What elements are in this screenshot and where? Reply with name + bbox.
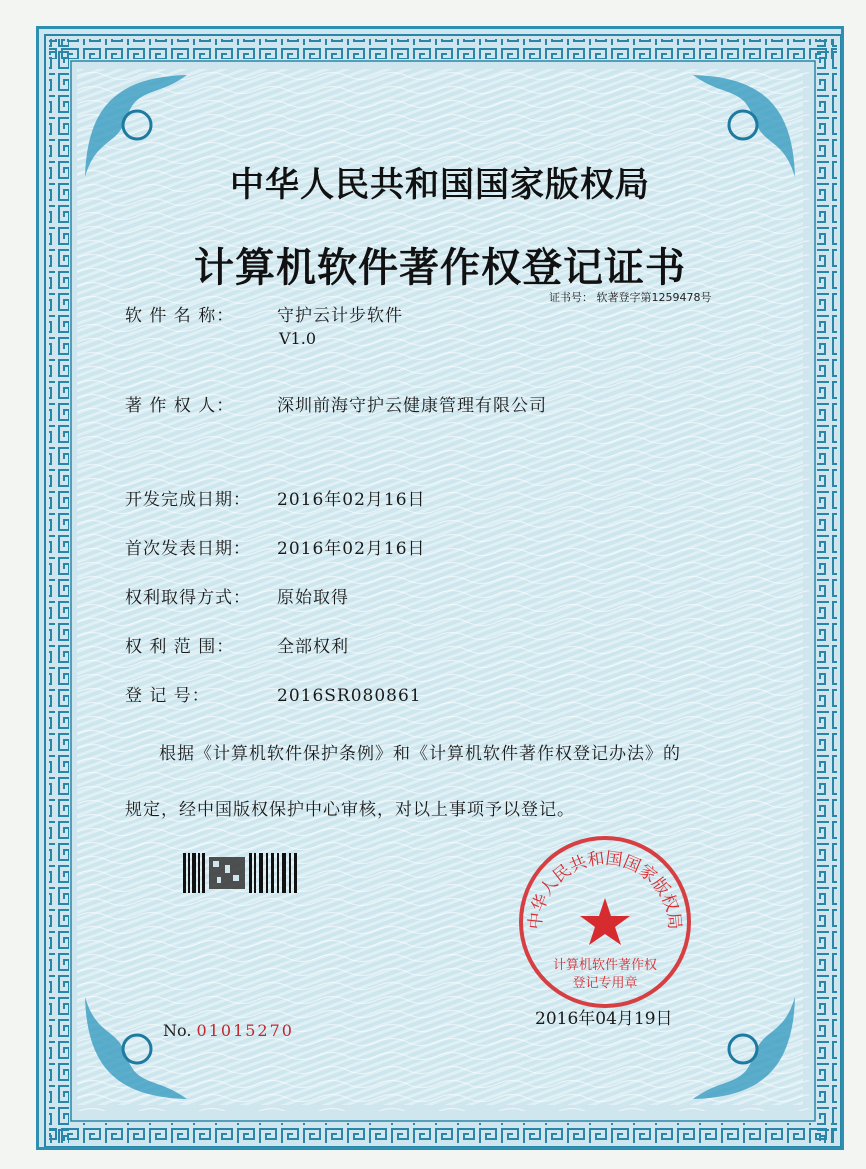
field-acquisition-method — [125, 583, 349, 608]
field-label: 权 利 范 围： — [125, 637, 235, 657]
serial-value: 01015270 — [196, 1021, 294, 1040]
corner-ornament-bottom-right — [683, 987, 803, 1107]
statement-line-2: 规定，经中国版权保护中心审核，对以上事项予以登记。 — [125, 800, 575, 820]
field-label: 登 记 号： — [125, 686, 210, 706]
seal-inner-line-1: 计算机软件著作权 — [552, 958, 658, 973]
field-label: 权利取得方式： — [125, 588, 251, 608]
field-rights-scope — [125, 632, 349, 657]
field-copyright-owner — [125, 391, 547, 416]
barcode — [183, 851, 307, 895]
issue-date: 2016年04月19日 — [535, 1009, 673, 1029]
certificate-number: 证书号： 软著登字第1259478号 — [549, 291, 712, 304]
field-completion-date — [125, 485, 426, 510]
field-label: 软 件 名 称： — [125, 306, 235, 326]
field-label: 著 作 权 人： — [125, 396, 235, 416]
official-seal — [515, 832, 695, 1012]
corner-ornament-bottom-left — [77, 987, 197, 1107]
field-label: 首次发表日期： — [125, 539, 251, 559]
field-value: 深圳前海守护云健康管理有限公司 — [277, 396, 547, 416]
serial-prefix: No. — [163, 1021, 192, 1040]
certificate — [36, 26, 844, 1150]
seal-inner-line-2: 登记专用章 — [572, 976, 638, 991]
field-software-name — [125, 301, 403, 326]
field-value: 2016年02月16日 — [277, 539, 426, 559]
serial-number — [163, 1021, 294, 1040]
field-publish-date — [125, 534, 426, 559]
seal-star-icon — [580, 898, 630, 945]
statement-line-1: 根据《计算机软件保护条例》和《计算机软件著作权登记办法》的 — [159, 744, 681, 764]
field-label: 开发完成日期： — [125, 490, 251, 510]
certificate-title: 计算机软件著作权登记证书 — [194, 245, 686, 291]
seal-ring-text: 中华人民共和国国家版权局 — [525, 848, 685, 931]
field-value: 守护云计步软件 — [277, 306, 403, 326]
field-value: 2016SR080861 — [277, 686, 422, 706]
field-value: 全部权利 — [277, 637, 349, 657]
field-value: 2016年02月16日 — [277, 490, 426, 510]
field-registration-number — [125, 681, 422, 706]
software-version: V1.0 — [279, 329, 316, 348]
field-value: 原始取得 — [277, 588, 349, 608]
authority-title: 中华人民共和国国家版权局 — [230, 165, 650, 205]
